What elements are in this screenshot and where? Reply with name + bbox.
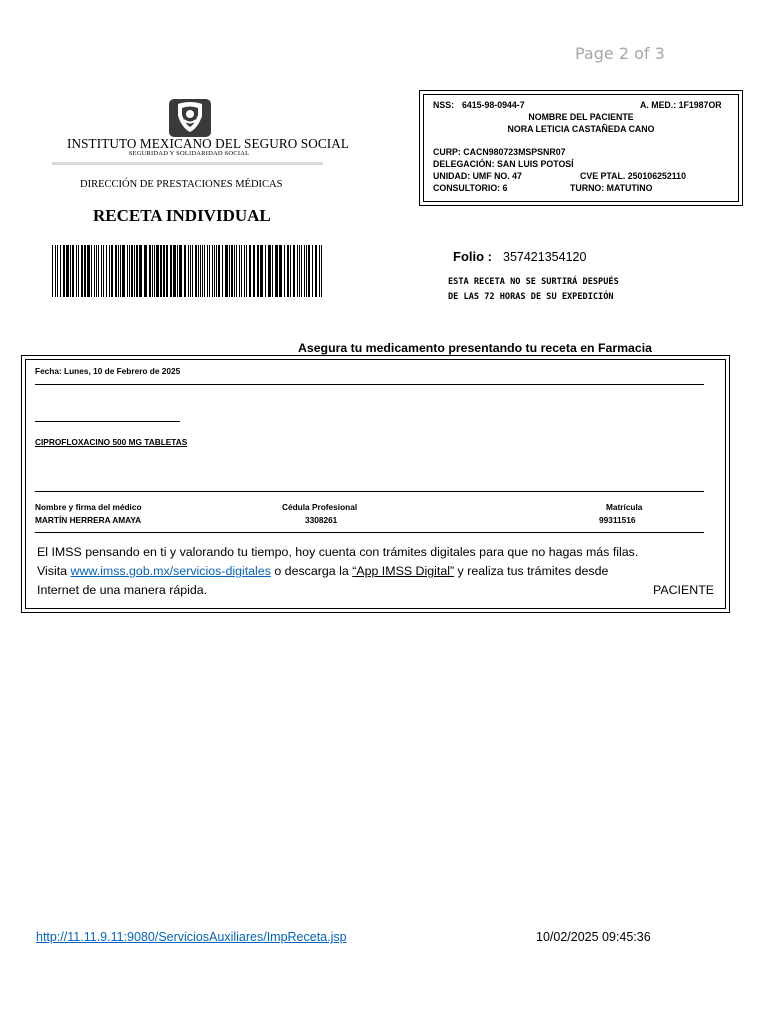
institution-name: INSTITUTO MEXICANO DEL SEGURO SOCIAL	[67, 136, 349, 151]
patient-info-box	[419, 90, 743, 206]
barcode-bar	[70, 245, 71, 297]
barcode-bar	[229, 245, 230, 297]
barcode-bar	[122, 245, 125, 297]
barcode-bar	[166, 245, 168, 297]
consultorio: CONSULTORIO: 6	[433, 183, 508, 193]
barcode-bar	[184, 245, 186, 297]
barcode-bar	[308, 245, 310, 297]
nss-value: 6415-98-0944-7	[462, 100, 525, 110]
barcode-bar	[241, 245, 242, 297]
barcode-bar	[87, 245, 90, 297]
barcode-bar	[131, 245, 133, 297]
barcode-bar	[265, 245, 266, 297]
barcode-bar	[212, 245, 213, 297]
barcode-bar	[257, 245, 259, 297]
barcode-bar	[299, 245, 300, 297]
barcode-bar	[144, 245, 147, 297]
doctor-name: MARTÍN HERRERA AMAYA	[35, 515, 142, 525]
barcode-bar	[118, 245, 119, 297]
patient-name-label: NOMBRE DEL PACIENTE	[528, 112, 634, 122]
barcode-bar	[76, 245, 77, 297]
medication-name: CIPROFLOXACINO 500 MG TABLETAS	[35, 437, 188, 447]
divider	[35, 491, 704, 492]
barcode-bar	[246, 245, 247, 297]
barcode-bar	[306, 245, 307, 297]
procedures-text: y realiza tus trámites desde	[454, 564, 609, 578]
cedula-label: Cédula Profesional	[282, 502, 358, 512]
header-divider	[52, 162, 323, 165]
barcode-bar	[106, 245, 107, 297]
barcode-bar	[101, 245, 102, 297]
cedula-value: 3308261	[305, 515, 338, 525]
imss-logo-icon	[168, 98, 212, 138]
barcode-bar	[129, 245, 130, 297]
barcode-bar	[103, 245, 104, 297]
expiry-notice-line1: ESTA RECETA NO SE SURTIRÁ DESPUÉS	[448, 277, 619, 287]
barcode-bar	[154, 245, 155, 297]
attending-doctor-code: A. MED.: 1F1987OR	[640, 100, 722, 110]
barcode-bar	[214, 245, 215, 297]
postal-code: CVE PTAL. 250106252110	[580, 171, 686, 181]
barcode-bar	[315, 245, 317, 297]
barcode-bar	[284, 245, 285, 297]
barcode-bar	[216, 245, 217, 297]
copy-recipient: PACIENTE	[653, 583, 715, 597]
barcode-bar	[198, 245, 199, 297]
barcode-bar	[136, 245, 138, 297]
barcode-bar	[52, 245, 53, 297]
divider	[35, 421, 180, 422]
matricula-label: Matrícula	[606, 502, 643, 512]
barcode-bar	[275, 245, 278, 297]
barcode-bar	[304, 245, 305, 297]
divider	[35, 532, 704, 533]
barcode-bar	[96, 245, 97, 297]
direction-heading: DIRECCIÓN DE PRESTACIONES MÉDICAS	[80, 179, 283, 190]
barcode-bar	[287, 245, 289, 297]
barcode-bar	[279, 245, 282, 297]
barcode-bar	[156, 245, 159, 297]
barcode-bar	[81, 245, 83, 297]
barcode-bar	[249, 245, 251, 297]
digital-services-line3: Internet de una manera rápida.	[37, 583, 208, 597]
barcode-bar	[115, 245, 117, 297]
barcode-bar	[57, 245, 58, 297]
barcode-bar	[200, 245, 201, 297]
barcode-bar	[260, 245, 263, 297]
digital-services-link[interactable]: www.imss.gob.mx/servicios-digitales	[70, 564, 271, 578]
divider	[35, 384, 704, 385]
barcode-bar	[195, 245, 197, 297]
document-title: RECETA INDIVIDUAL	[93, 206, 271, 225]
barcode-bar	[78, 245, 79, 297]
barcode-bar	[98, 245, 99, 297]
app-name: “App IMSS Digital”	[352, 564, 455, 578]
barcode-bar	[321, 245, 322, 297]
barcode-bar	[268, 245, 271, 297]
barcode-bar	[244, 245, 245, 297]
folio-label: Folio :	[453, 249, 492, 264]
barcode-bar	[234, 245, 235, 297]
barcode	[52, 245, 324, 297]
print-timestamp: 10/02/2025 09:45:36	[536, 930, 651, 944]
folio-value: 357421354120	[503, 250, 587, 264]
unidad: UNIDAD: UMF NO. 47	[433, 171, 522, 181]
barcode-bar	[319, 245, 320, 297]
barcode-bar	[173, 245, 176, 297]
page-number: Page 2 of 3	[575, 44, 665, 63]
barcode-bar	[177, 245, 178, 297]
barcode-bar	[204, 245, 205, 297]
barcode-bar	[72, 245, 74, 297]
doctor-label: Nombre y firma del médico	[35, 502, 142, 512]
barcode-bar	[207, 245, 208, 297]
barcode-bar	[111, 245, 113, 297]
barcode-bar	[152, 245, 153, 297]
pharmacy-notice: Asegura tu medicamento presentando tu receta en Farmacia	[298, 341, 652, 355]
curp: CURP: CACN980723MSPSNR07	[433, 147, 566, 157]
barcode-bar	[170, 245, 172, 297]
barcode-bar	[109, 245, 110, 297]
barcode-bar	[236, 245, 237, 297]
barcode-bar	[293, 245, 295, 297]
barcode-bar	[163, 245, 165, 297]
prescription-date: Fecha: Lunes, 10 de Febrero de 2025	[35, 366, 181, 376]
barcode-bar	[134, 245, 135, 297]
barcode-bar	[127, 245, 128, 297]
barcode-bar	[239, 245, 240, 297]
barcode-bar	[139, 245, 142, 297]
barcode-bar	[272, 245, 273, 297]
barcode-bar	[231, 245, 233, 297]
barcode-bar	[209, 245, 210, 297]
barcode-bar	[225, 245, 228, 297]
barcode-bar	[66, 245, 69, 297]
patient-name: NORA LETICIA CASTAÑEDA CANO	[507, 124, 655, 134]
barcode-bar	[290, 245, 291, 297]
barcode-bar	[301, 245, 302, 297]
barcode-bar	[188, 245, 189, 297]
digital-services-line2	[37, 564, 608, 578]
barcode-bar	[55, 245, 56, 297]
footer-url-link[interactable]: http://11.11.9.11:9080/ServiciosAuxiliares/ImpReceta.jsp	[36, 930, 347, 944]
barcode-bar	[192, 245, 193, 297]
barcode-bar	[84, 245, 86, 297]
nss-label: NSS:	[433, 100, 455, 110]
barcode-bar	[218, 245, 220, 297]
prescription-box	[21, 355, 730, 613]
barcode-bar	[120, 245, 121, 297]
barcode-bar	[149, 245, 151, 297]
barcode-bar	[179, 245, 182, 297]
matricula-value: 99311516	[599, 515, 636, 525]
barcode-bar	[202, 245, 203, 297]
barcode-bar	[312, 245, 313, 297]
barcode-bar	[63, 245, 65, 297]
barcode-bar	[91, 245, 92, 297]
download-text: o descarga la	[270, 564, 353, 578]
barcode-bar	[253, 245, 255, 297]
barcode-bar	[297, 245, 298, 297]
delegacion: DELEGACIÓN: SAN LUIS POTOSÍ	[433, 159, 574, 169]
barcode-bar	[94, 245, 95, 297]
barcode-bar	[190, 245, 191, 297]
visit-text: Visita	[37, 564, 71, 578]
barcode-bar	[60, 245, 61, 297]
expiry-notice-line2: DE LAS 72 HORAS DE SU EXPEDICIÓN	[448, 292, 614, 302]
turno: TURNO: MATUTINO	[570, 183, 653, 193]
digital-services-text: El IMSS pensando en ti y valorando tu tiempo, hoy cuenta con trámites digitales para que no hagas más filas.	[37, 545, 639, 559]
barcode-bar	[160, 245, 162, 297]
barcode-bar	[222, 245, 223, 297]
institution-subtitle: SEGURIDAD Y SOLIDARIDAD SOCIAL	[128, 150, 250, 157]
